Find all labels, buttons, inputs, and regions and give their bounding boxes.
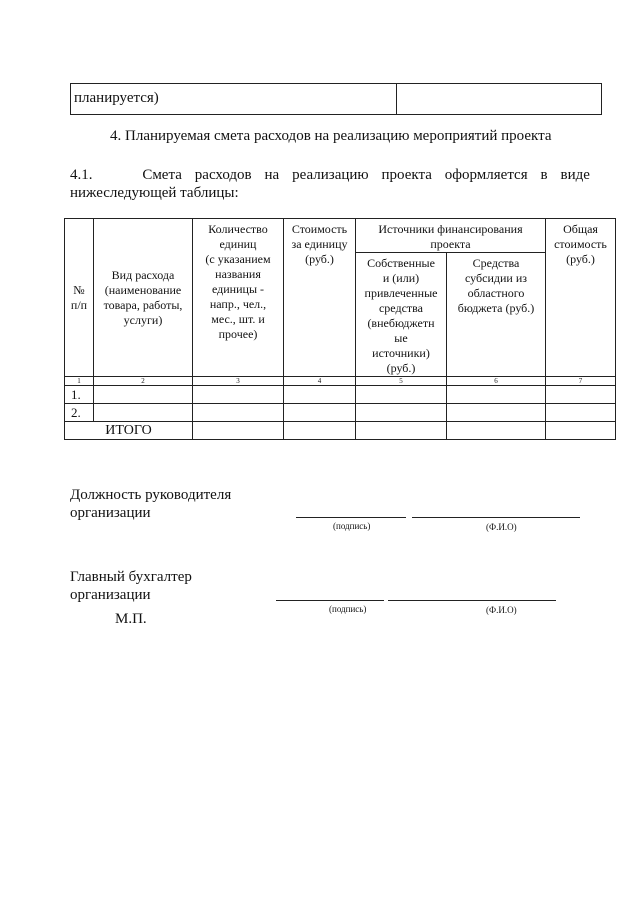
table-cell <box>284 386 356 404</box>
paragraph-number: 4.1. <box>70 167 93 183</box>
section-heading: 4. Планируемая смета расходов на реализацию мероприятий проекта <box>110 128 552 144</box>
header-subsidy: Средства субсидии из областного бюджета (руб.) <box>447 253 546 377</box>
paragraph-line-1 <box>70 166 590 184</box>
header-num: № п/п <box>65 219 94 377</box>
budget-table <box>64 218 616 440</box>
table-cell <box>356 404 447 422</box>
table-cell <box>546 386 616 404</box>
head-position-label: Должность руководителя организации <box>70 487 232 521</box>
head-signature-caption: (подпись) <box>333 521 371 531</box>
table-cell <box>94 386 193 404</box>
paragraph-line-2: нижеследующей таблицы: <box>70 185 239 201</box>
table-cell <box>546 404 616 422</box>
paragraph-word: расходов <box>194 167 252 183</box>
table-cell <box>193 404 284 422</box>
header-expense-type: Вид расхода (наименование товара, работы, услуги) <box>94 219 193 377</box>
head-name-caption: (Ф.И.О) <box>486 522 517 532</box>
row-number: 2. <box>65 404 94 422</box>
column-number-row <box>65 377 616 386</box>
table-cell <box>193 386 284 404</box>
head-signature-line <box>296 517 406 518</box>
col-number: 5 <box>356 377 447 386</box>
col-number: 4 <box>284 377 356 386</box>
table-cell <box>447 422 546 440</box>
accountant-name-caption: (Ф.И.О) <box>486 605 517 615</box>
total-label: ИТОГО <box>65 422 193 440</box>
paragraph-word: виде <box>560 167 590 183</box>
table-cell <box>447 386 546 404</box>
accountant-name-line <box>388 600 556 601</box>
total-row <box>65 422 616 440</box>
stamp-placeholder: М.П. <box>115 611 147 627</box>
table-cell <box>546 422 616 440</box>
header-unit-price: Стоимость за единицу (руб.) <box>284 219 356 377</box>
accountant-signature-line <box>276 600 384 601</box>
col-number: 3 <box>193 377 284 386</box>
table-cell <box>193 422 284 440</box>
header-own-funds: Собственные и (или) привлеченные средства (внебюджетн ые источники) (руб.) <box>356 253 447 377</box>
col-number: 7 <box>546 377 616 386</box>
table-cell <box>284 422 356 440</box>
col-number: 1 <box>65 377 94 386</box>
table-cell <box>447 404 546 422</box>
accountant-label: Главный бухгалтер организации <box>70 569 192 603</box>
table-row <box>65 404 616 422</box>
table-cell <box>356 422 447 440</box>
header-total-cost: Общая стоимость (руб.) <box>546 219 616 377</box>
table-cell <box>356 386 447 404</box>
header-quantity: Количество единиц (с указанием названия единицы - напр., чел., мес., шт. и прочее) <box>193 219 284 377</box>
header-funding-sources: Источники финансирования проекта <box>356 219 546 253</box>
top-table-cell-text: планируется) <box>74 90 159 106</box>
head-name-line <box>412 517 580 518</box>
accountant-signature-caption: (подпись) <box>329 604 367 614</box>
table-cell <box>284 404 356 422</box>
paragraph-4-1 <box>70 166 590 202</box>
col-number: 6 <box>447 377 546 386</box>
col-number: 2 <box>94 377 193 386</box>
paragraph-word: реализацию <box>292 167 369 183</box>
top-table-divider <box>396 84 397 114</box>
paragraph-word: на <box>264 167 280 183</box>
table-row <box>65 386 616 404</box>
table-cell <box>94 404 193 422</box>
paragraph-word: Смета <box>142 167 182 183</box>
top-table-fragment <box>70 83 602 115</box>
paragraph-word: оформляется <box>444 167 528 183</box>
row-number: 1. <box>65 386 94 404</box>
paragraph-word: в <box>540 167 548 183</box>
paragraph-word: проекта <box>381 167 432 183</box>
